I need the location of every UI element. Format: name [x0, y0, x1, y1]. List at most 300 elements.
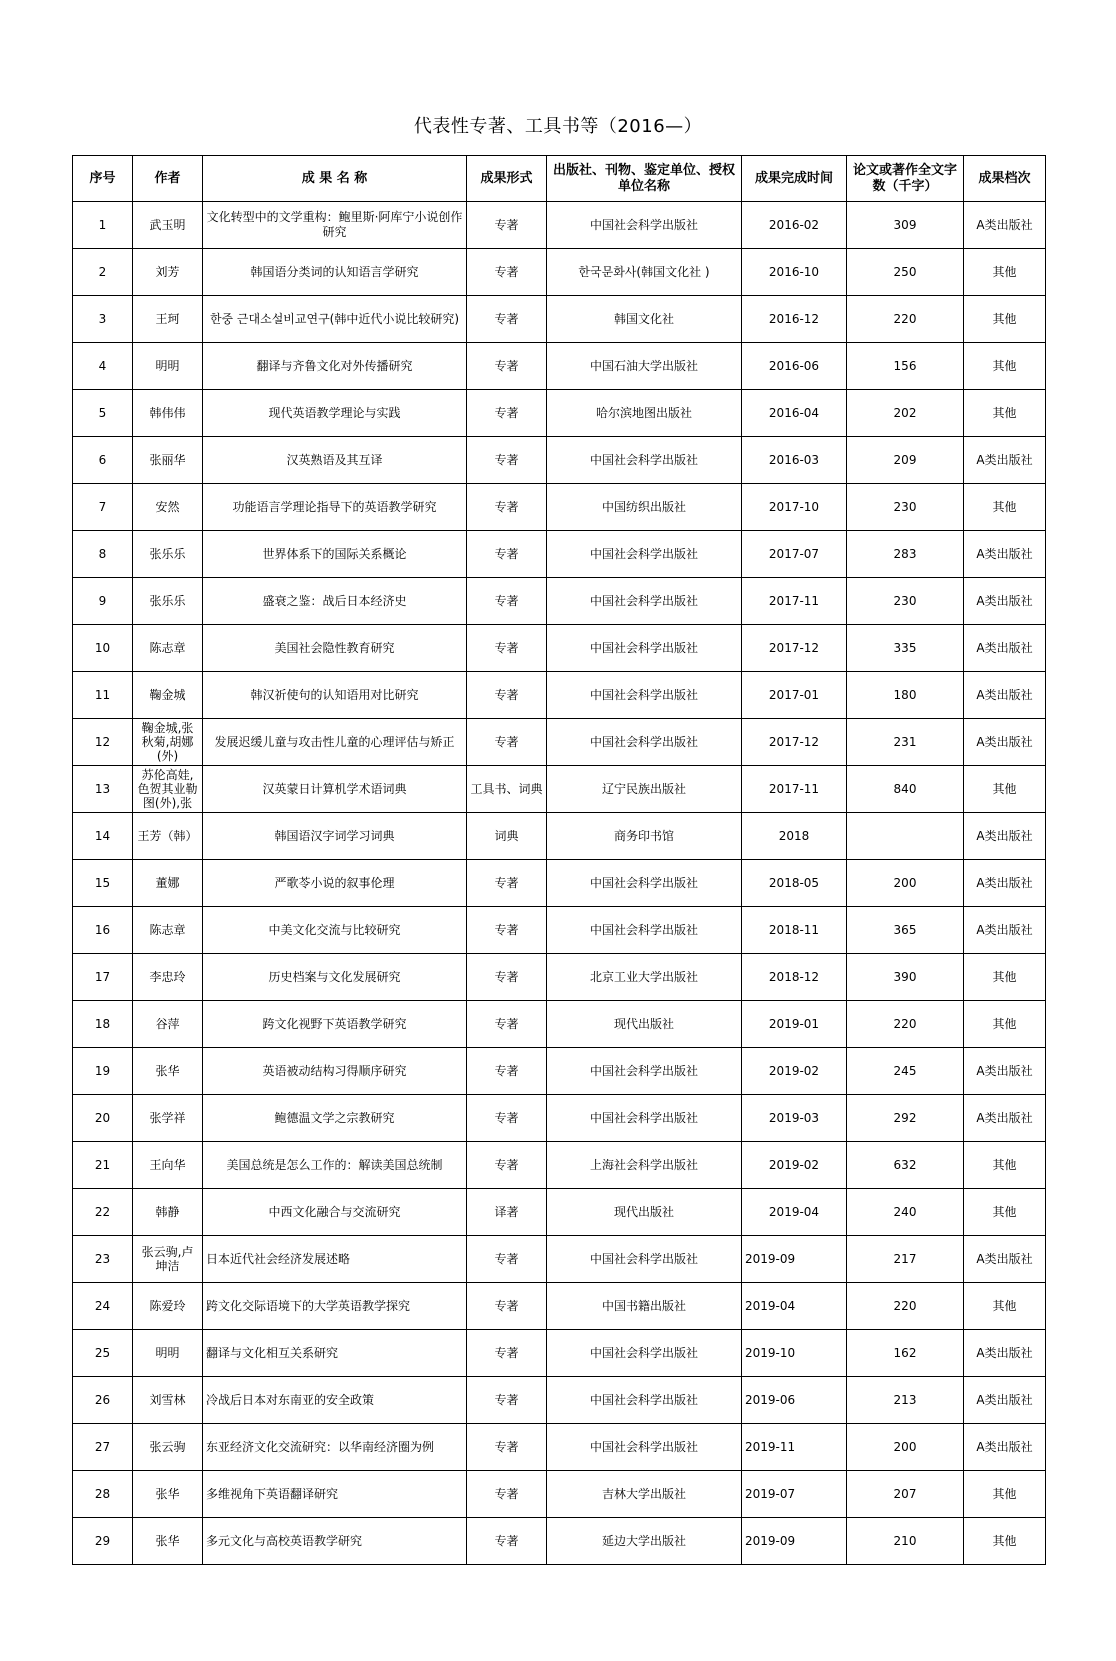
cell-date [742, 672, 847, 719]
cell-form-text: 词典 [494, 828, 519, 843]
cell-publisher [547, 1236, 742, 1283]
cell-grade [964, 1048, 1046, 1095]
cell-no-text: 23 [94, 1251, 111, 1266]
cell-grade-text: 其他 [992, 1533, 1017, 1548]
cell-name [203, 1048, 467, 1095]
cell-words-text: 230 [893, 499, 917, 514]
table-row [73, 1471, 1046, 1518]
cell-no-text: 11 [94, 687, 111, 702]
cell-words [847, 484, 964, 531]
cell-publisher-text: 中国社会科学出版社 [589, 546, 698, 561]
cell-form [467, 296, 547, 343]
cell-name [203, 1518, 467, 1565]
table-row [73, 1095, 1046, 1142]
cell-author-text: 张丽华 [149, 453, 186, 467]
cell-author-text: 鞠金城,张秋菊,胡娜(外) [141, 721, 194, 763]
cell-words [847, 1471, 964, 1518]
cell-no-text: 5 [98, 405, 107, 420]
cell-form [467, 860, 547, 907]
cell-grade [964, 249, 1046, 296]
cell-name [203, 296, 467, 343]
cell-no-text: 4 [98, 358, 107, 373]
cell-name-text: 翻译与文化相互关系研究 [206, 1345, 339, 1360]
cell-date-text: 2017-12 [768, 640, 820, 655]
cell-date-text: 2019-02 [768, 1157, 820, 1172]
cell-no-text: 20 [94, 1110, 111, 1125]
achievements-table [72, 155, 1046, 1565]
table-row [73, 1142, 1046, 1189]
cell-publisher [547, 766, 742, 813]
cell-author [133, 1518, 203, 1565]
cell-no [73, 202, 133, 249]
cell-words-text: 283 [893, 546, 917, 561]
cell-author-text: 张乐乐 [149, 594, 186, 608]
cell-date-text: 2019-09 [745, 1251, 796, 1266]
cell-publisher [547, 437, 742, 484]
table-row [73, 1236, 1046, 1283]
cell-name-text: 现代英语教学理论与实践 [268, 405, 401, 420]
cell-grade-text: A类出版社 [976, 546, 1033, 561]
cell-grade-text: 其他 [992, 499, 1017, 514]
cell-form-text: 专著 [494, 499, 519, 514]
cell-no-text: 25 [94, 1345, 111, 1360]
cell-author [133, 1236, 203, 1283]
cell-words-text: 365 [893, 922, 917, 937]
cell-name-text: 韩国语汉字词学习词典 [274, 828, 395, 843]
cell-name [203, 1142, 467, 1189]
cell-date [742, 813, 847, 860]
cell-date [742, 1095, 847, 1142]
cell-words-text: 162 [893, 1345, 917, 1360]
cell-date-text: 2016-04 [768, 405, 820, 420]
cell-publisher [547, 1471, 742, 1518]
cell-form-text: 专著 [494, 1157, 519, 1172]
cell-date-text: 2017-11 [768, 593, 820, 608]
cell-publisher [547, 1283, 742, 1330]
cell-date-text: 2017-10 [768, 499, 820, 514]
col-header-author: 作者 [133, 156, 203, 202]
cell-form [467, 437, 547, 484]
cell-no [73, 813, 133, 860]
col-header-grade: 成果档次 [964, 156, 1046, 202]
cell-form [467, 1330, 547, 1377]
cell-publisher-text: 中国社会科学出版社 [589, 734, 698, 749]
cell-publisher [547, 343, 742, 390]
cell-grade-text: A类出版社 [976, 1063, 1033, 1078]
cell-words-text: 309 [893, 217, 917, 232]
cell-publisher-text: 中国社会科学出版社 [589, 1439, 698, 1454]
cell-grade [964, 1424, 1046, 1471]
cell-form [467, 1518, 547, 1565]
table-row [73, 437, 1046, 484]
cell-grade [964, 1330, 1046, 1377]
cell-publisher [547, 625, 742, 672]
cell-author-text: 陈志章 [149, 923, 186, 937]
cell-no-text: 16 [94, 922, 111, 937]
cell-grade [964, 954, 1046, 1001]
cell-name [203, 484, 467, 531]
cell-no-text: 8 [98, 546, 107, 561]
cell-date [742, 860, 847, 907]
cell-form [467, 578, 547, 625]
cell-publisher [547, 1001, 742, 1048]
cell-publisher-text: 延边大学出版社 [601, 1533, 686, 1548]
cell-grade [964, 907, 1046, 954]
cell-form-text: 专著 [494, 1016, 519, 1031]
cell-words-text: 335 [893, 640, 917, 655]
table-row [73, 343, 1046, 390]
cell-author-text: 陈志章 [149, 641, 186, 655]
cell-form-text: 专著 [494, 405, 519, 420]
table-row [73, 1001, 1046, 1048]
cell-name-text: 严歌苓小说的叙事伦理 [274, 875, 395, 890]
cell-words-text: 250 [893, 264, 917, 279]
cell-author-text: 谷萍 [155, 1017, 180, 1031]
cell-name [203, 578, 467, 625]
cell-publisher [547, 296, 742, 343]
cell-name-text: 中西文化融合与交流研究 [268, 1204, 401, 1219]
cell-words-text: 220 [893, 1298, 917, 1313]
cell-no-text: 26 [94, 1392, 111, 1407]
cell-form [467, 954, 547, 1001]
cell-author [133, 249, 203, 296]
cell-name [203, 1471, 467, 1518]
cell-author [133, 390, 203, 437]
cell-author [133, 1471, 203, 1518]
cell-form-text: 专著 [494, 734, 519, 749]
table-row [73, 860, 1046, 907]
cell-words [847, 954, 964, 1001]
cell-grade-text: A类出版社 [976, 593, 1033, 608]
cell-date [742, 249, 847, 296]
cell-words [847, 860, 964, 907]
cell-words-text: 220 [893, 311, 917, 326]
cell-grade [964, 1471, 1046, 1518]
cell-name-text: 한중 근대소설비교연구(韩中近代小说比较研究) [209, 311, 460, 326]
cell-publisher [547, 813, 742, 860]
cell-date [742, 343, 847, 390]
cell-grade [964, 390, 1046, 437]
cell-form-text: 专著 [494, 640, 519, 655]
cell-author [133, 437, 203, 484]
table-row [73, 1189, 1046, 1236]
table-row [73, 1377, 1046, 1424]
cell-no [73, 390, 133, 437]
cell-name [203, 625, 467, 672]
cell-name-text: 多维视角下英语翻译研究 [206, 1486, 339, 1501]
cell-form-text: 专著 [494, 1486, 519, 1501]
cell-words [847, 390, 964, 437]
cell-no [73, 672, 133, 719]
cell-grade-text: 其他 [992, 1016, 1017, 1031]
cell-form [467, 343, 547, 390]
cell-no [73, 484, 133, 531]
cell-words-text: 207 [893, 1486, 917, 1501]
cell-name [203, 437, 467, 484]
cell-grade-text: 其他 [992, 1157, 1017, 1172]
cell-date-text: 2019-09 [745, 1533, 796, 1548]
cell-words-text: 231 [893, 734, 917, 749]
cell-grade [964, 672, 1046, 719]
cell-date-text: 2019-07 [745, 1486, 796, 1501]
cell-grade [964, 296, 1046, 343]
cell-name-text: 跨文化视野下英语教学研究 [262, 1016, 407, 1031]
cell-words-text: 220 [893, 1016, 917, 1031]
cell-name [203, 531, 467, 578]
cell-no-text: 10 [94, 640, 111, 655]
cell-author [133, 813, 203, 860]
cell-words-text: 217 [893, 1251, 917, 1266]
cell-publisher-text: 中国社会科学出版社 [589, 1110, 698, 1125]
cell-form-text: 专著 [494, 687, 519, 702]
cell-author [133, 625, 203, 672]
cell-name-text: 功能语言学理论指导下的英语教学研究 [232, 499, 437, 514]
cell-author [133, 1330, 203, 1377]
table-row [73, 1330, 1046, 1377]
cell-no [73, 1189, 133, 1236]
cell-author [133, 202, 203, 249]
cell-author-text: 张华 [155, 1064, 180, 1078]
cell-form [467, 249, 547, 296]
cell-grade-text: A类出版社 [976, 828, 1033, 843]
cell-grade-text: 其他 [992, 311, 1017, 326]
cell-form-text: 专著 [494, 969, 519, 984]
cell-publisher-text: 中国社会科学出版社 [589, 593, 698, 608]
table-row [73, 484, 1046, 531]
cell-words [847, 672, 964, 719]
cell-author [133, 860, 203, 907]
cell-no [73, 1048, 133, 1095]
cell-form-text: 专著 [494, 264, 519, 279]
cell-publisher-text: 哈尔滨地图出版社 [595, 405, 692, 420]
cell-no-text: 13 [94, 781, 111, 796]
cell-grade [964, 484, 1046, 531]
cell-author-text: 王珂 [155, 312, 180, 326]
cell-grade [964, 531, 1046, 578]
cell-name-text: 冷战后日本对东南亚的安全政策 [206, 1392, 375, 1407]
cell-name [203, 860, 467, 907]
cell-author [133, 1095, 203, 1142]
table-row [73, 1518, 1046, 1565]
cell-name-text: 韩国语分类词的认知语言学研究 [250, 264, 419, 279]
cell-words-text: 156 [893, 358, 917, 373]
cell-form [467, 1236, 547, 1283]
cell-no [73, 625, 133, 672]
cell-no-text: 29 [94, 1533, 111, 1548]
cell-words [847, 719, 964, 766]
cell-words [847, 1048, 964, 1095]
cell-author-text: 张云驹,卢坤洁 [141, 1245, 194, 1273]
cell-author-text: 苏伦高娃,色贺其业勒图(外),张 [137, 768, 198, 810]
cell-author-text: 刘芳 [155, 265, 180, 279]
cell-author-text: 张云驹 [149, 1440, 186, 1454]
cell-form-text: 专著 [494, 922, 519, 937]
cell-date-text: 2018 [778, 828, 810, 843]
cell-words-text: 180 [893, 687, 917, 702]
cell-grade [964, 1142, 1046, 1189]
cell-author [133, 1048, 203, 1095]
cell-words [847, 1236, 964, 1283]
cell-words-text: 213 [893, 1392, 917, 1407]
cell-form-text: 专著 [494, 1439, 519, 1454]
cell-words [847, 1189, 964, 1236]
cell-publisher-text: 中国社会科学出版社 [589, 687, 698, 702]
cell-no [73, 437, 133, 484]
cell-author [133, 1377, 203, 1424]
col-header-no: 序号 [73, 156, 133, 202]
cell-grade-text: 其他 [992, 358, 1017, 373]
cell-author [133, 1189, 203, 1236]
cell-words [847, 1330, 964, 1377]
cell-name [203, 1001, 467, 1048]
table-row [73, 766, 1046, 813]
cell-form [467, 1001, 547, 1048]
cell-no-text: 18 [94, 1016, 111, 1031]
cell-grade [964, 1001, 1046, 1048]
cell-publisher [547, 531, 742, 578]
cell-grade-text: A类出版社 [976, 734, 1033, 749]
cell-publisher-text: 现代出版社 [613, 1016, 674, 1031]
cell-date [742, 296, 847, 343]
cell-publisher-text: 上海社会科学出版社 [589, 1157, 698, 1172]
cell-words-text: 210 [893, 1533, 917, 1548]
cell-form [467, 531, 547, 578]
cell-date [742, 1048, 847, 1095]
header-row [73, 156, 1046, 202]
cell-words-text: 390 [893, 969, 917, 984]
cell-form-text: 专著 [494, 1063, 519, 1078]
cell-publisher [547, 860, 742, 907]
cell-no-text: 3 [98, 311, 107, 326]
cell-no [73, 719, 133, 766]
cell-publisher-text: 中国社会科学出版社 [589, 1251, 698, 1266]
cell-grade-text: A类出版社 [976, 687, 1033, 702]
cell-date-text: 2016-10 [768, 264, 820, 279]
cell-form [467, 1189, 547, 1236]
cell-grade-text: A类出版社 [976, 1251, 1033, 1266]
cell-grade-text: A类出版社 [976, 875, 1033, 890]
cell-no-text: 7 [98, 499, 107, 514]
cell-name-text: 汉英蒙日计算机学术语词典 [262, 781, 407, 796]
cell-date [742, 1471, 847, 1518]
cell-form [467, 672, 547, 719]
cell-grade-text: A类出版社 [976, 1110, 1033, 1125]
cell-words [847, 296, 964, 343]
cell-date-text: 2016-02 [768, 217, 820, 232]
cell-name [203, 1330, 467, 1377]
cell-words-text: 240 [893, 1204, 917, 1219]
cell-date [742, 907, 847, 954]
cell-date [742, 390, 847, 437]
cell-words [847, 1142, 964, 1189]
cell-no [73, 907, 133, 954]
cell-date-text: 2019-03 [768, 1110, 820, 1125]
cell-no [73, 1330, 133, 1377]
cell-date-text: 2017-07 [768, 546, 820, 561]
cell-form [467, 484, 547, 531]
cell-name-text: 韩汉祈使句的认知语用对比研究 [250, 687, 419, 702]
cell-no [73, 1001, 133, 1048]
cell-author-text: 明明 [155, 359, 180, 373]
cell-date [742, 531, 847, 578]
cell-publisher [547, 578, 742, 625]
col-header-date: 成果完成时间 [742, 156, 847, 202]
cell-no [73, 1518, 133, 1565]
cell-words-text: 840 [893, 781, 917, 796]
cell-name [203, 1095, 467, 1142]
cell-date-text: 2016-03 [768, 452, 820, 467]
cell-date [742, 1424, 847, 1471]
col-header-form: 成果形式 [467, 156, 547, 202]
cell-form-text: 专著 [494, 1110, 519, 1125]
cell-no [73, 578, 133, 625]
cell-words-text: 230 [893, 593, 917, 608]
cell-form [467, 1283, 547, 1330]
cell-words-text: 200 [893, 1439, 917, 1454]
cell-name-text: 跨文化交际语境下的大学英语教学探究 [206, 1298, 411, 1313]
cell-date [742, 719, 847, 766]
cell-form [467, 202, 547, 249]
cell-publisher-text: 中国纺织出版社 [601, 499, 686, 514]
cell-words [847, 907, 964, 954]
cell-date-text: 2016-12 [768, 311, 820, 326]
cell-name-text: 盛衰之鉴：战后日本经济史 [262, 593, 407, 608]
cell-name-text: 美国总统是怎么工作的：解读美国总统制 [226, 1157, 443, 1172]
cell-author-text: 明明 [155, 1346, 180, 1360]
cell-words [847, 249, 964, 296]
cell-grade [964, 766, 1046, 813]
cell-author-text: 鞠金城 [149, 688, 186, 702]
cell-words-text: 200 [893, 875, 917, 890]
cell-publisher-text: 中国社会科学出版社 [589, 875, 698, 890]
cell-no-text: 24 [94, 1298, 111, 1313]
cell-date [742, 484, 847, 531]
cell-form-text: 译著 [494, 1204, 519, 1219]
cell-name-text: 鲍德温文学之宗教研究 [274, 1110, 395, 1125]
cell-no-text: 6 [98, 452, 107, 467]
cell-publisher-text: 现代出版社 [613, 1204, 674, 1219]
cell-name-text: 美国社会隐性教育研究 [274, 640, 395, 655]
table-row [73, 625, 1046, 672]
cell-date [742, 1283, 847, 1330]
cell-date-text: 2017-11 [768, 781, 820, 796]
cell-grade-text: A类出版社 [976, 1439, 1033, 1454]
cell-publisher [547, 1048, 742, 1095]
cell-author [133, 578, 203, 625]
cell-author [133, 1283, 203, 1330]
cell-date [742, 1236, 847, 1283]
cell-publisher [547, 954, 742, 1001]
cell-no-text: 17 [94, 969, 111, 984]
cell-form-text: 专著 [494, 1533, 519, 1548]
cell-form-text: 专著 [494, 593, 519, 608]
cell-author-text: 董娜 [155, 876, 180, 890]
cell-date [742, 578, 847, 625]
table-row [73, 907, 1046, 954]
cell-author [133, 907, 203, 954]
table-row [73, 296, 1046, 343]
cell-grade [964, 437, 1046, 484]
cell-name [203, 766, 467, 813]
cell-date-text: 2019-10 [745, 1345, 796, 1360]
col-header-words: 论文或著作全文字数（千字） [847, 156, 964, 202]
cell-publisher-text: 中国社会科学出版社 [589, 217, 698, 232]
col-header-publisher: 出版社、刊物、鉴定单位、授权单位名称 [547, 156, 742, 202]
cell-date-text: 2018-05 [768, 875, 820, 890]
cell-form [467, 1048, 547, 1095]
cell-grade-text: 其他 [992, 264, 1017, 279]
page-title: 代表性专著、工具书等（2016—） [413, 116, 703, 137]
